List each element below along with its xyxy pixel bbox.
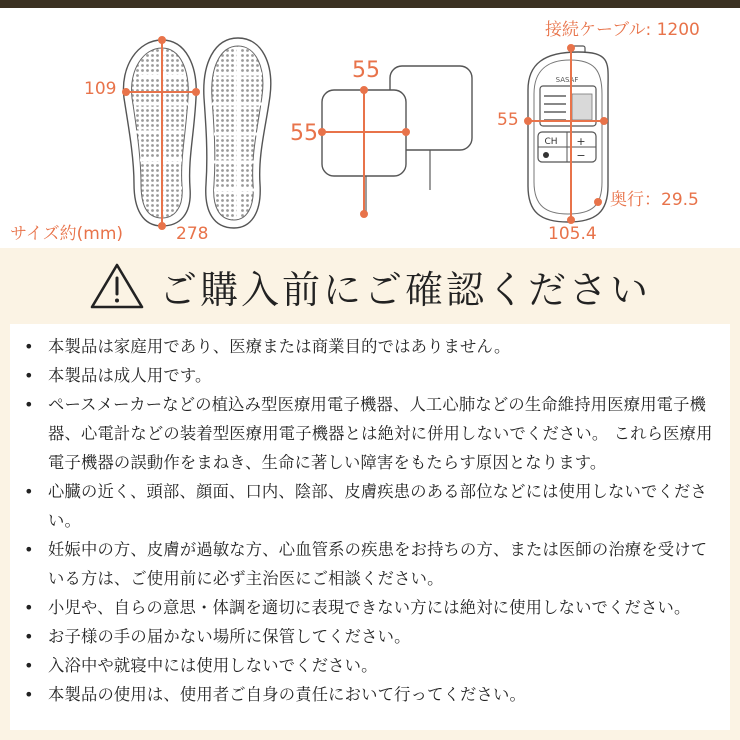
bullet: • [24, 598, 34, 617]
caution-item [22, 390, 716, 477]
bullet: • [24, 337, 34, 356]
caution-header [0, 248, 740, 324]
caution-item-text: お子様の手の届かない場所に保管してください。 [48, 627, 411, 646]
product-dimensions-diagram [0, 8, 740, 248]
warning-icon [89, 261, 145, 311]
caution-item-text: ペースメーカーなどの植込み型医療用電子機器、人工心肺などの生命維持用医療用電子機器、心電計などの装着型医療用電子機器とは絶対に併用しないでください。 これら医療用電子機器の誤動作をまねき、生命に著しい障害をもたらす原因となります。 [48, 395, 713, 472]
caution-item-text: 入浴中や就寝中には使用しないでください。 [48, 656, 378, 675]
bullet: • [24, 395, 34, 414]
bullet: • [24, 627, 34, 646]
pad-left-label: 55 [290, 121, 318, 146]
caution-item-text: 本製品の使用は、使用者ご自身の責任において行ってください。 [48, 685, 526, 704]
insole-length-label: 278 [176, 224, 209, 244]
left-insole [123, 40, 196, 226]
caution-item [22, 651, 716, 680]
controller-height-label: 55 [497, 110, 519, 130]
caution-section [0, 248, 740, 740]
caution-item [22, 680, 716, 709]
insole-height-label: 109 [84, 79, 117, 99]
caution-item-text: 本製品は家庭用であり、医療または商業目的ではありません。 [48, 337, 511, 356]
bullet: • [24, 685, 34, 704]
controller-brand: SASAF [555, 76, 579, 84]
bullet: • [24, 366, 34, 385]
caution-item [22, 477, 716, 535]
pad-top-label: 55 [352, 58, 380, 83]
caution-item [22, 593, 716, 622]
dimensions-drawing [0, 8, 740, 248]
caution-item-text: 妊娠中の方、皮膚が過敏な方、心血管系の疾患をお持ちの方、または医師の治療を受けている方は、ご使用前に必ず主治医にご相談ください。 [48, 540, 708, 588]
caution-item-text: 小児や、自らの意思・体調を適切に表現できない方には絶対に使用しないでください。 [48, 598, 691, 617]
right-insole [204, 38, 271, 228]
cable-length-label: 接続ケーブル: 1200 [545, 20, 700, 40]
caution-item-text: 心臓の近く、頭部、顔面、口内、陰部、皮膚疾患のある部位などには使用しないでください。 [48, 482, 707, 530]
caution-list [10, 324, 730, 730]
caution-item-text: 本製品は成人用です。 [48, 366, 212, 385]
bullet: • [24, 656, 34, 675]
top-bar [0, 0, 740, 8]
controller [528, 46, 608, 222]
controller-depth-label: 奥行：29.5 [610, 190, 699, 210]
caution-item [22, 361, 716, 390]
bullet: • [24, 540, 34, 559]
caution-item [22, 332, 716, 361]
caution-item [22, 535, 716, 593]
caution-item [22, 622, 716, 651]
caution-title: ご購入前にご確認ください [158, 267, 651, 312]
bullet: • [24, 482, 34, 501]
size-unit-label: サイズ約(mm) [10, 224, 124, 244]
controller-ch-button: CH [544, 137, 558, 147]
controller-minus-button: − [576, 149, 586, 162]
electrode-pads [322, 66, 472, 214]
controller-power-icon [543, 152, 549, 158]
controller-plus-button: + [576, 135, 586, 148]
controller-width-label: 105.4 [548, 224, 597, 244]
